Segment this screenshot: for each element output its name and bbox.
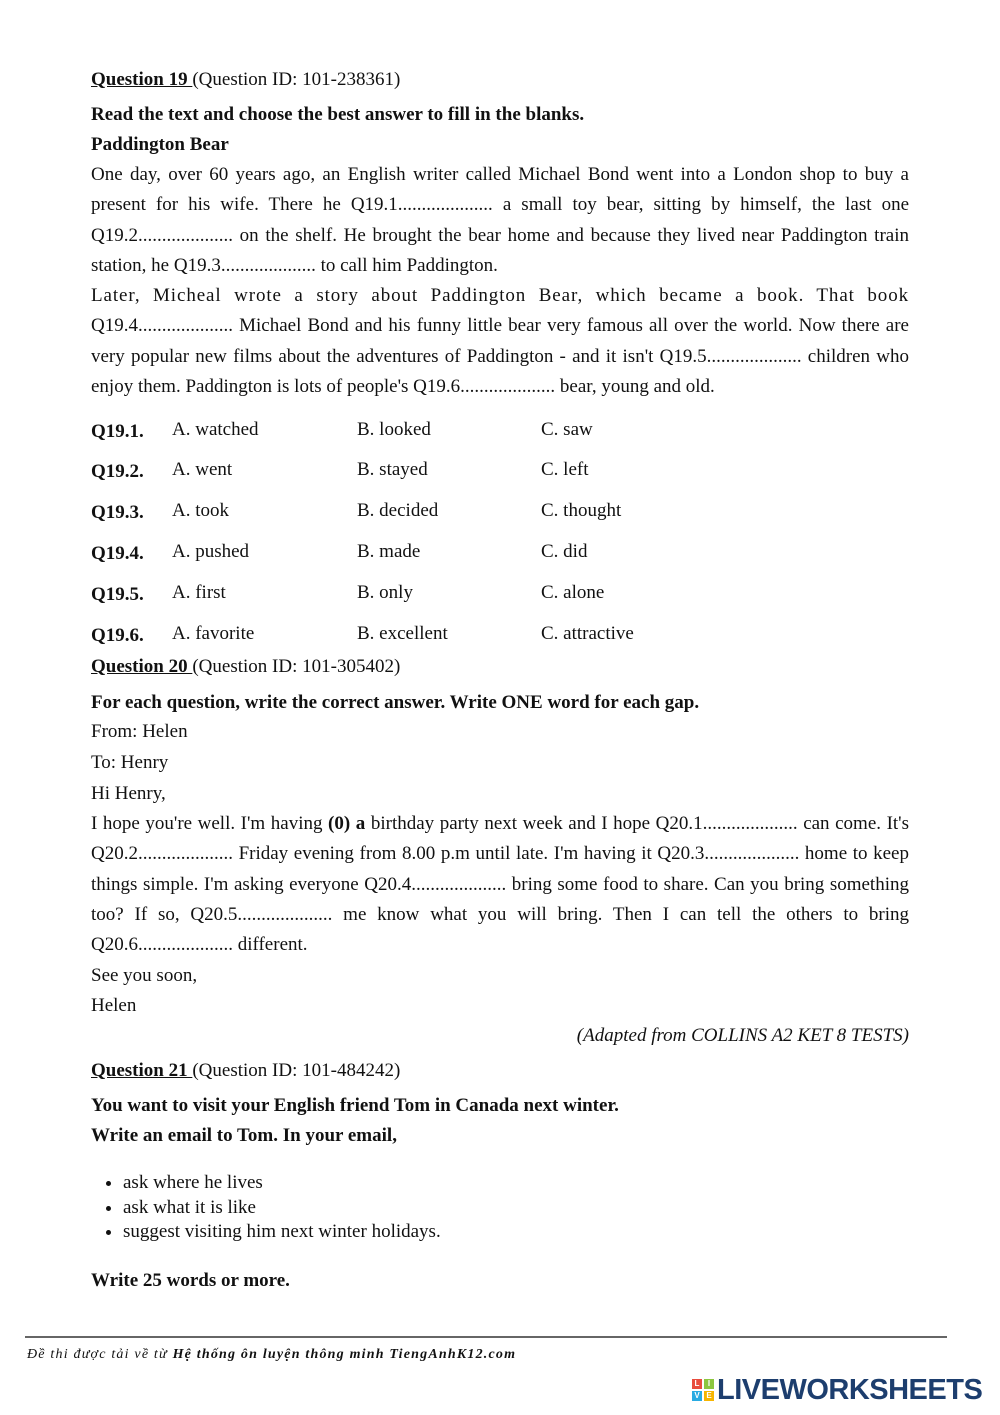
passage-paragraph-1: One day, over 60 years ago, an English writer called Michael Bond went into a London shop to buy a present for his wife. There he Q19.1.................... a small toy bear, sitting by himself, the last one Q19.2.................... on the shelf. He brought the bear home and because they lived near Paddington train station, he Q19.3.................... to call him Paddington. [91,164,909,276]
option-row [91,537,909,567]
footer-text [27,1347,516,1363]
option-label: Q19.4. [91,543,144,564]
bullet-item: • ask where he lives [123,1171,909,1196]
option-c[interactable]: C. thought [541,500,622,521]
question-id: (Question ID: 101-305402) [192,656,401,677]
passage [91,160,909,402]
option-label: Q19.3. [91,502,144,523]
option-a[interactable]: A. took [172,500,229,521]
option-label: Q19.1. [91,421,144,442]
option-c[interactable]: C. attractive [541,623,634,644]
logo-icon [692,1379,714,1401]
email-body-rest: birthday party next week and I hope Q20.1.................... can come. It's Q20.2.................... Friday evening from 8.00 p.m until late. I'm having it Q20.3.................... home to keep things simple. I'm asking everyone Q20.4.................... bring some food to share. Can you bring something too? If so, Q20.5.................... me know what you will bring. Then I can tell the others to bring Q20.6.................... different. [91,813,910,956]
email-from: From: Helen [91,721,188,742]
email-greeting: Hi Henry, [91,783,166,804]
instruction-2: Write an email to Tom. In your email, [91,1125,397,1146]
footer-prefix: Đề thi được tải về từ [27,1347,173,1362]
word-count-instruction: Write 25 words or more. [91,1270,290,1291]
email-closing: See you soon, [91,965,198,986]
passage-paragraph-2-rest: Q19.4.................... Michael Bond and his funny little bear very famous all over the world. Now there are very popular new films about the adventures of Paddington - and it isn't Q19.5.................... children who enjoy them. Paddington is lots of people's Q19.6.................... bear, young and old. [91,315,909,398]
option-row [91,619,909,649]
option-row [91,455,909,485]
option-a[interactable]: A. went [172,459,233,480]
example-answer: (0) a [328,813,366,834]
option-a[interactable]: A. watched [172,419,259,440]
question-20-header [91,652,909,682]
instruction: For each question, write the correct answer. Write ONE word for each gap. [91,692,700,713]
logo-text: LIVEWORKSHEETS [717,1373,983,1406]
option-label: Q19.2. [91,461,144,482]
option-b[interactable]: B. made [357,541,421,562]
question-title: Question 20 [91,656,193,677]
option-label: Q19.6. [91,625,144,646]
option-b[interactable]: B. only [357,582,413,603]
option-c[interactable]: C. alone [541,582,605,603]
logo-letter: I [704,1379,714,1389]
bullet-item: • suggest visiting him next winter holidays. [123,1220,909,1245]
passage-paragraph-2 [91,281,909,402]
option-a[interactable]: A. pushed [172,541,250,562]
option-b[interactable]: B. decided [357,500,439,521]
logo-letter: V [692,1391,702,1401]
passage-paragraph-2-first-line: Later, Micheal wrote a story about Paddington Bear, which became a book. That book [91,285,909,307]
option-row [91,578,909,608]
instruction: Read the text and choose the best answer to fill in the blanks. [91,104,585,125]
instruction-1: You want to visit your English friend Tom in Canada next winter. [91,1095,619,1116]
email-body [91,809,909,960]
option-b[interactable]: B. excellent [357,623,448,644]
option-c[interactable]: C. saw [541,419,593,440]
option-row [91,415,909,445]
option-row [91,496,909,526]
passage-heading: Paddington Bear [91,134,229,155]
logo-letter: L [692,1379,702,1389]
email-signature: Helen [91,995,137,1016]
option-a[interactable]: A. first [172,582,226,603]
question-title: Question 19 [91,69,193,90]
question-id: (Question ID: 101-484242) [192,1060,401,1081]
source-note: (Adapted from COLLINS A2 KET 8 TESTS) [576,1025,909,1046]
logo-letter: E [704,1391,714,1401]
question-title: Question 21 [91,1060,193,1081]
bullet-item: • ask what it is like [123,1196,909,1221]
option-b[interactable]: B. stayed [357,459,428,480]
footer-site: Hệ thống ôn luyện thông minh TiengAnhK12.com [172,1347,517,1362]
question-21-header [91,1056,909,1086]
task-bullets [91,1171,909,1245]
option-c[interactable]: C. did [541,541,588,562]
footer-divider [25,1336,947,1338]
liveworksheets-logo [692,1372,982,1408]
option-c[interactable]: C. left [541,459,589,480]
email-to: To: Henry [91,752,169,773]
option-label: Q19.5. [91,584,144,605]
question-id: (Question ID: 101-238361) [192,69,401,90]
option-b[interactable]: B. looked [357,419,431,440]
option-a[interactable]: A. favorite [172,623,255,644]
email-body-start: I hope you're well. I'm having [91,813,329,834]
question-19-header [91,65,909,95]
